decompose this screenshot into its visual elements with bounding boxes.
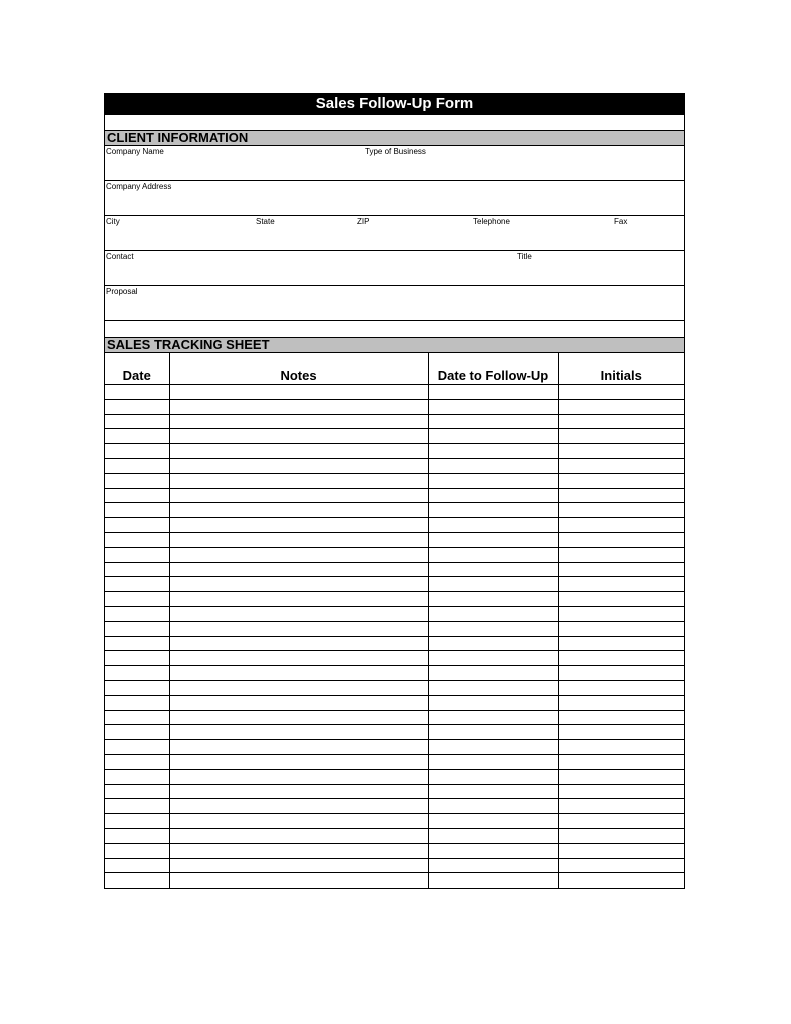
date-cell[interactable]: [105, 399, 169, 414]
table-row: [105, 606, 684, 621]
notes-cell[interactable]: [169, 488, 428, 503]
table-row: [105, 444, 684, 459]
notes-cell[interactable]: [169, 799, 428, 814]
follow-up-date-cell[interactable]: [428, 621, 558, 636]
follow-up-date-cell[interactable]: [428, 695, 558, 710]
table-row: [105, 577, 684, 592]
city-label: City: [106, 217, 120, 226]
date-cell[interactable]: [105, 473, 169, 488]
date-cell[interactable]: [105, 547, 169, 562]
initials-cell[interactable]: [558, 518, 684, 533]
fax-label: Fax: [614, 217, 628, 226]
notes-cell[interactable]: [169, 444, 428, 459]
date-cell[interactable]: [105, 725, 169, 740]
follow-up-date-cell[interactable]: [428, 814, 558, 829]
initials-cell[interactable]: [558, 385, 684, 400]
spacer-row: [105, 114, 684, 130]
notes-cell[interactable]: [169, 784, 428, 799]
table-row: [105, 621, 684, 636]
table-row: [105, 429, 684, 444]
follow-up-date-cell[interactable]: [428, 740, 558, 755]
initials-cell[interactable]: [558, 621, 684, 636]
follow-up-date-cell[interactable]: [428, 828, 558, 843]
notes-cell[interactable]: [169, 873, 428, 888]
notes-cell[interactable]: [169, 385, 428, 400]
follow-up-date-cell[interactable]: [428, 577, 558, 592]
initials-cell[interactable]: [558, 399, 684, 414]
tracking-rows: [105, 385, 684, 888]
notes-cell[interactable]: [169, 754, 428, 769]
table-row: [105, 651, 684, 666]
table-row: [105, 636, 684, 651]
follow-up-date-cell[interactable]: [428, 606, 558, 621]
follow-up-date-cell[interactable]: [428, 473, 558, 488]
initials-cell[interactable]: [558, 873, 684, 888]
table-row: [105, 473, 684, 488]
follow-up-date-cell[interactable]: [428, 873, 558, 888]
follow-up-date-cell[interactable]: [428, 385, 558, 400]
follow-up-date-cell[interactable]: [428, 414, 558, 429]
date-cell[interactable]: [105, 843, 169, 858]
notes-cell[interactable]: [169, 814, 428, 829]
follow-up-date-cell[interactable]: [428, 784, 558, 799]
date-column-header: Date: [105, 353, 169, 385]
telephone-label: Telephone: [473, 217, 510, 226]
table-row: [105, 814, 684, 829]
sales-tracking-header: SALES TRACKING SHEET: [105, 338, 684, 353]
spacer-row: [105, 321, 684, 338]
table-row: [105, 740, 684, 755]
notes-cell[interactable]: [169, 651, 428, 666]
initials-cell[interactable]: [558, 532, 684, 547]
notes-column-header: Notes: [169, 353, 428, 385]
date-cell[interactable]: [105, 873, 169, 888]
notes-cell[interactable]: [169, 532, 428, 547]
follow-up-date-cell[interactable]: [428, 503, 558, 518]
notes-cell[interactable]: [169, 858, 428, 873]
follow-up-date-cell[interactable]: [428, 488, 558, 503]
date-cell[interactable]: [105, 636, 169, 651]
city-row[interactable]: [105, 216, 684, 251]
follow-up-date-cell[interactable]: [428, 562, 558, 577]
notes-cell[interactable]: [169, 592, 428, 607]
notes-cell[interactable]: [169, 740, 428, 755]
date-cell[interactable]: [105, 458, 169, 473]
notes-cell[interactable]: [169, 680, 428, 695]
company-row[interactable]: [105, 146, 684, 181]
follow-up-date-cell[interactable]: [428, 680, 558, 695]
follow-up-date-cell[interactable]: [428, 725, 558, 740]
date-cell[interactable]: [105, 562, 169, 577]
notes-cell[interactable]: [169, 666, 428, 681]
table-header-row: [105, 353, 684, 385]
follow-up-date-cell[interactable]: [428, 666, 558, 681]
notes-cell[interactable]: [169, 710, 428, 725]
date-cell[interactable]: [105, 784, 169, 799]
initials-cell[interactable]: [558, 488, 684, 503]
notes-cell[interactable]: [169, 547, 428, 562]
initials-cell[interactable]: [558, 651, 684, 666]
company-address-row[interactable]: [105, 181, 684, 216]
initials-cell[interactable]: [558, 592, 684, 607]
notes-cell[interactable]: [169, 414, 428, 429]
initials-cell[interactable]: [558, 858, 684, 873]
follow-up-date-cell[interactable]: [428, 769, 558, 784]
initials-cell[interactable]: [558, 577, 684, 592]
table-row: [105, 769, 684, 784]
date-cell[interactable]: [105, 518, 169, 533]
table-row: [105, 710, 684, 725]
initials-cell[interactable]: [558, 429, 684, 444]
initials-cell[interactable]: [558, 695, 684, 710]
title-label: Title: [517, 252, 532, 261]
table-row: [105, 680, 684, 695]
follow-up-date-cell[interactable]: [428, 710, 558, 725]
contact-row[interactable]: [105, 251, 684, 286]
initials-cell[interactable]: [558, 799, 684, 814]
table-row: [105, 458, 684, 473]
follow-up-date-cell[interactable]: [428, 843, 558, 858]
table-row: [105, 784, 684, 799]
initials-cell[interactable]: [558, 473, 684, 488]
initials-cell[interactable]: [558, 562, 684, 577]
table-row: [105, 666, 684, 681]
table-row: [105, 754, 684, 769]
notes-cell[interactable]: [169, 769, 428, 784]
notes-cell[interactable]: [169, 828, 428, 843]
notes-cell[interactable]: [169, 518, 428, 533]
table-row: [105, 828, 684, 843]
initials-cell[interactable]: [558, 606, 684, 621]
follow-up-date-cell[interactable]: [428, 547, 558, 562]
date-cell[interactable]: [105, 651, 169, 666]
follow-up-date-cell[interactable]: [428, 636, 558, 651]
notes-cell[interactable]: [169, 458, 428, 473]
initials-cell[interactable]: [558, 843, 684, 858]
table-row: [105, 562, 684, 577]
state-label: State: [256, 217, 275, 226]
follow-up-date-cell[interactable]: [428, 592, 558, 607]
table-row: [105, 518, 684, 533]
notes-cell[interactable]: [169, 725, 428, 740]
table-row: [105, 725, 684, 740]
sales-follow-up-form: [104, 93, 685, 889]
follow-up-date-cell[interactable]: [428, 429, 558, 444]
table-row: [105, 532, 684, 547]
initials-cell[interactable]: [558, 740, 684, 755]
table-row: [105, 858, 684, 873]
follow-up-date-cell[interactable]: [428, 518, 558, 533]
notes-cell[interactable]: [169, 577, 428, 592]
client-information-header: CLIENT INFORMATION: [105, 130, 684, 146]
date-cell[interactable]: [105, 858, 169, 873]
notes-cell[interactable]: [169, 636, 428, 651]
follow-up-date-cell[interactable]: [428, 532, 558, 547]
type-of-business-label: Type of Business: [365, 147, 426, 156]
table-row: [105, 873, 684, 888]
notes-cell[interactable]: [169, 562, 428, 577]
table-row: [105, 843, 684, 858]
date-cell[interactable]: [105, 385, 169, 400]
follow-up-date-cell[interactable]: [428, 444, 558, 459]
initials-cell[interactable]: [558, 680, 684, 695]
follow-up-date-cell[interactable]: [428, 858, 558, 873]
date-cell[interactable]: [105, 769, 169, 784]
notes-cell[interactable]: [169, 606, 428, 621]
table-row: [105, 414, 684, 429]
date-cell[interactable]: [105, 710, 169, 725]
date-cell[interactable]: [105, 666, 169, 681]
date-cell[interactable]: [105, 488, 169, 503]
date-cell[interactable]: [105, 592, 169, 607]
initials-cell[interactable]: [558, 754, 684, 769]
date-cell[interactable]: [105, 621, 169, 636]
table-row: [105, 547, 684, 562]
date-cell[interactable]: [105, 532, 169, 547]
follow-up-date-cell[interactable]: [428, 458, 558, 473]
initials-cell[interactable]: [558, 636, 684, 651]
date-cell[interactable]: [105, 754, 169, 769]
notes-cell[interactable]: [169, 621, 428, 636]
date-cell[interactable]: [105, 577, 169, 592]
date-cell[interactable]: [105, 680, 169, 695]
initials-cell[interactable]: [558, 725, 684, 740]
company-name-label: Company Name: [106, 147, 164, 156]
initials-cell[interactable]: [558, 814, 684, 829]
follow-up-date-cell[interactable]: [428, 799, 558, 814]
date-cell[interactable]: [105, 695, 169, 710]
follow-up-date-cell[interactable]: [428, 651, 558, 666]
notes-cell[interactable]: [169, 843, 428, 858]
notes-cell[interactable]: [169, 503, 428, 518]
table-row: [105, 385, 684, 400]
table-row: [105, 799, 684, 814]
table-row: [105, 399, 684, 414]
initials-cell[interactable]: [558, 769, 684, 784]
table-row: [105, 695, 684, 710]
initials-cell[interactable]: [558, 666, 684, 681]
notes-cell[interactable]: [169, 473, 428, 488]
initials-cell[interactable]: [558, 444, 684, 459]
initials-column-header: Initials: [558, 353, 684, 385]
contact-label: Contact: [106, 252, 134, 261]
date-cell[interactable]: [105, 444, 169, 459]
initials-cell[interactable]: [558, 710, 684, 725]
initials-cell[interactable]: [558, 458, 684, 473]
date-cell[interactable]: [105, 828, 169, 843]
table-row: [105, 503, 684, 518]
notes-cell[interactable]: [169, 695, 428, 710]
initials-cell[interactable]: [558, 547, 684, 562]
table-row: [105, 592, 684, 607]
date-cell[interactable]: [105, 503, 169, 518]
date-cell[interactable]: [105, 414, 169, 429]
zip-label: ZIP: [357, 217, 370, 226]
date-cell[interactable]: [105, 429, 169, 444]
follow-up-date-cell[interactable]: [428, 399, 558, 414]
initials-cell[interactable]: [558, 414, 684, 429]
notes-cell[interactable]: [169, 429, 428, 444]
proposal-row[interactable]: [105, 286, 684, 321]
date-cell[interactable]: [105, 606, 169, 621]
proposal-label: Proposal: [106, 287, 138, 296]
sales-tracking-table: [105, 353, 684, 888]
form-title: Sales Follow-Up Form: [105, 94, 684, 114]
company-address-label: Company Address: [106, 182, 172, 191]
notes-cell[interactable]: [169, 399, 428, 414]
date-cell[interactable]: [105, 814, 169, 829]
follow-up-date-cell[interactable]: [428, 754, 558, 769]
follow-up-date-column-header: Date to Follow-Up: [428, 353, 558, 385]
initials-cell[interactable]: [558, 503, 684, 518]
initials-cell[interactable]: [558, 784, 684, 799]
table-row: [105, 488, 684, 503]
date-cell[interactable]: [105, 799, 169, 814]
date-cell[interactable]: [105, 740, 169, 755]
initials-cell[interactable]: [558, 828, 684, 843]
